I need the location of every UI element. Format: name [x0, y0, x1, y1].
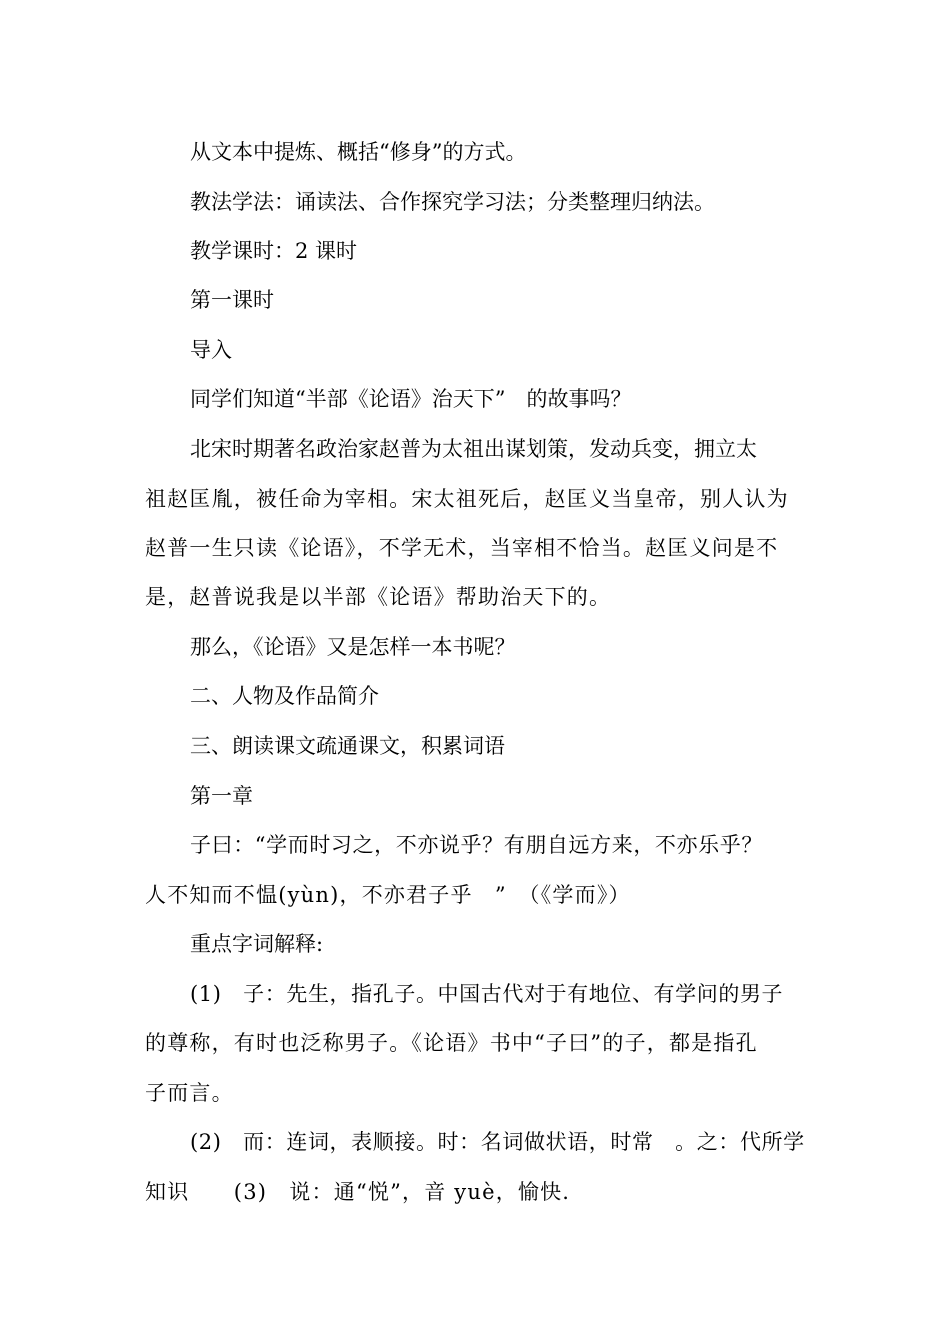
text-line: 教学课时：2 课时 — [190, 239, 358, 263]
text-line: 教法学法：诵读法、合作探究学习法；分类整理归纳法。 — [190, 190, 715, 214]
text-line: 从文本中提炼、概括“修身”的方式。 — [190, 140, 527, 164]
quote-line: 人不知而不愠(yùn)，不亦君子乎 ” （《学而》） — [145, 883, 631, 907]
text-line: 同学们知道“半部《论语》治天下” 的故事吗？ — [190, 387, 632, 411]
section-heading: 第一章 — [190, 784, 253, 808]
section-heading: 三、朗读课文疏通课文，积累词语 — [190, 734, 505, 758]
annotation-line: (1) 子：先生，指孔子。中国古代对于有地位、有学问的男子 — [190, 982, 784, 1006]
paragraph-line: 是，赵普说我是以半部《论语》帮助治天下的。 — [145, 585, 612, 609]
section-heading: 导入 — [190, 338, 232, 362]
annotation-line: (2) 而：连词，表顺接。时：名词做状语，时常 。之：代所学 — [190, 1130, 805, 1154]
paragraph-line: 北宋时期著名政治家赵普为太祖出谋划策，发动兵变，拥立太 — [190, 437, 757, 461]
section-heading: 重点字词解释: — [190, 932, 324, 956]
paragraph-line: 赵普一生只读《论语》，不学无术，当宰相不恰当。赵匡义问是不 — [145, 536, 779, 560]
annotation-line: 知识 (3) 说：通“悦”，音 yuè，愉快. — [145, 1180, 571, 1204]
paragraph-line: 祖赵匡胤，被任命为宰相。宋太祖死后，赵匡义当皇帝，别人认为 — [145, 487, 789, 511]
quote-line: 子曰：“学而时习之，不亦说乎？有朋自远方来，不亦乐乎？ — [190, 833, 763, 857]
section-heading: 二、人物及作品简介 — [190, 684, 379, 708]
annotation-line: 子而言。 — [145, 1081, 234, 1105]
section-heading: 第一课时 — [190, 288, 274, 312]
text-line: 那么，《论语》又是怎样一本书呢？ — [190, 635, 516, 659]
annotation-line: 的尊称，有时也泛称男子。《论语》书中“子曰”的子，都是指孔 — [145, 1031, 758, 1055]
